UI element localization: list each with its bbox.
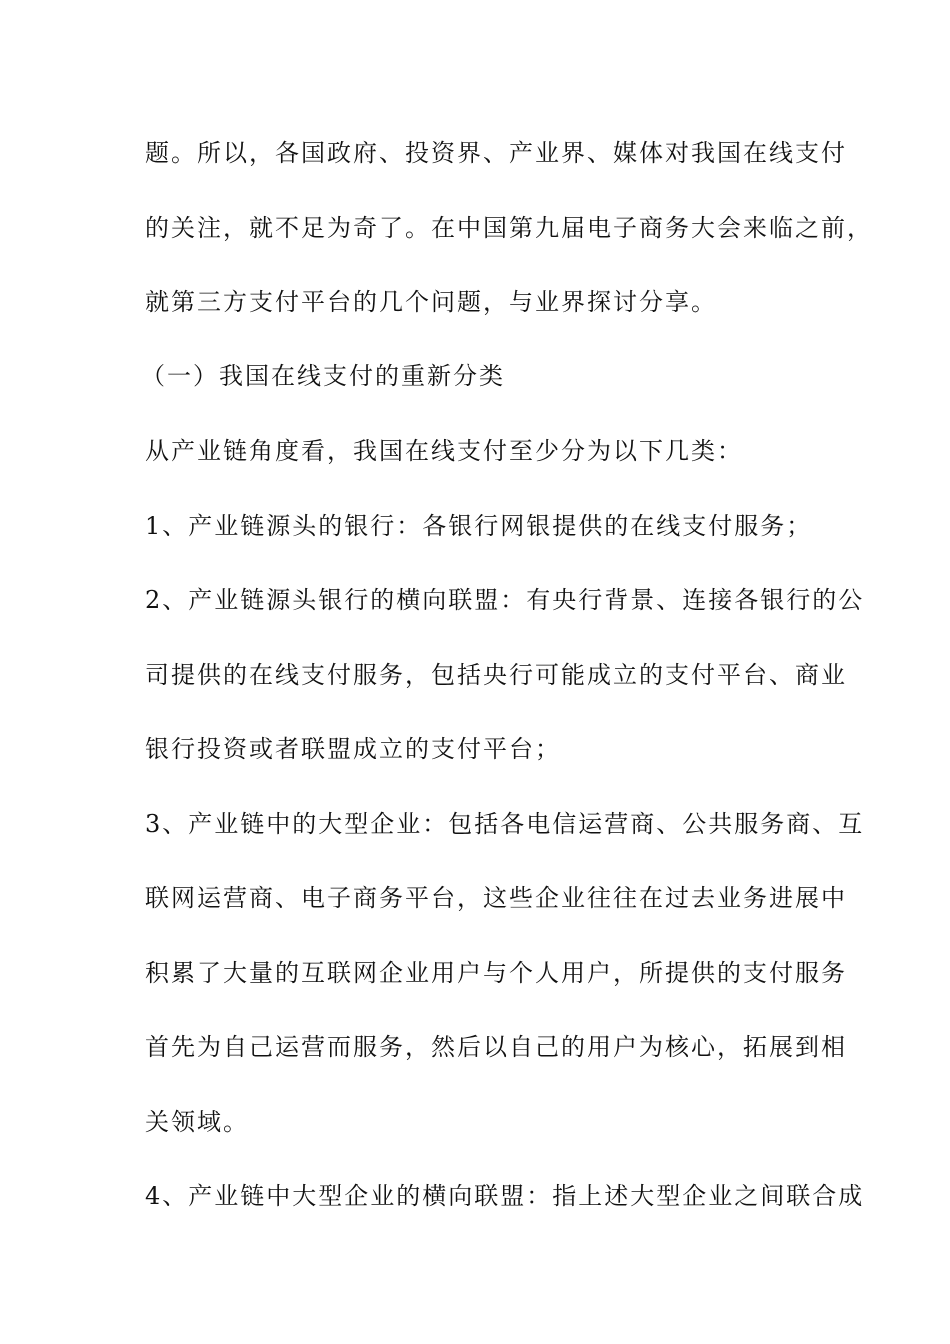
body-text-line: 就第三方支付平台的几个问题，与业界探讨分享。	[145, 288, 717, 316]
list-item-line: 联网运营商、电子商务平台，这些企业往往在过去业务进展中	[145, 884, 847, 912]
body-text-line: 的关注，就不足为奇了。在中国第九届电子商务大会来临之前，	[145, 214, 873, 242]
body-text-line: 从产业链角度看，我国在线支付至少分为以下几类：	[145, 437, 743, 465]
list-item-line: 关领域。	[145, 1108, 249, 1136]
list-item-line: 积累了大量的互联网企业用户与个人用户，所提供的支付服务	[145, 959, 847, 987]
list-item-line: 银行投资或者联盟成立的支付平台；	[145, 735, 561, 763]
body-text-line: 题。所以，各国政府、投资界、产业界、媒体对我国在线支付	[145, 139, 847, 167]
list-item-line: 1、产业链源头的银行：各银行网银提供的在线支付服务；	[145, 512, 813, 540]
section-heading: （一）我国在线支付的重新分类	[141, 362, 505, 390]
list-item-line: 4、产业链中大型企业的横向联盟：指上述大型企业之间联合成	[145, 1182, 865, 1210]
list-item-line: 首先为自己运营而服务，然后以自己的用户为核心，拓展到相	[145, 1033, 847, 1061]
list-item-line: 2、产业链源头银行的横向联盟：有央行背景、连接各银行的公	[145, 586, 865, 614]
list-item-line: 司提供的在线支付服务，包括央行可能成立的支付平台、商业	[145, 661, 847, 689]
list-item-line: 3、产业链中的大型企业：包括各电信运营商、公共服务商、互	[145, 810, 865, 838]
